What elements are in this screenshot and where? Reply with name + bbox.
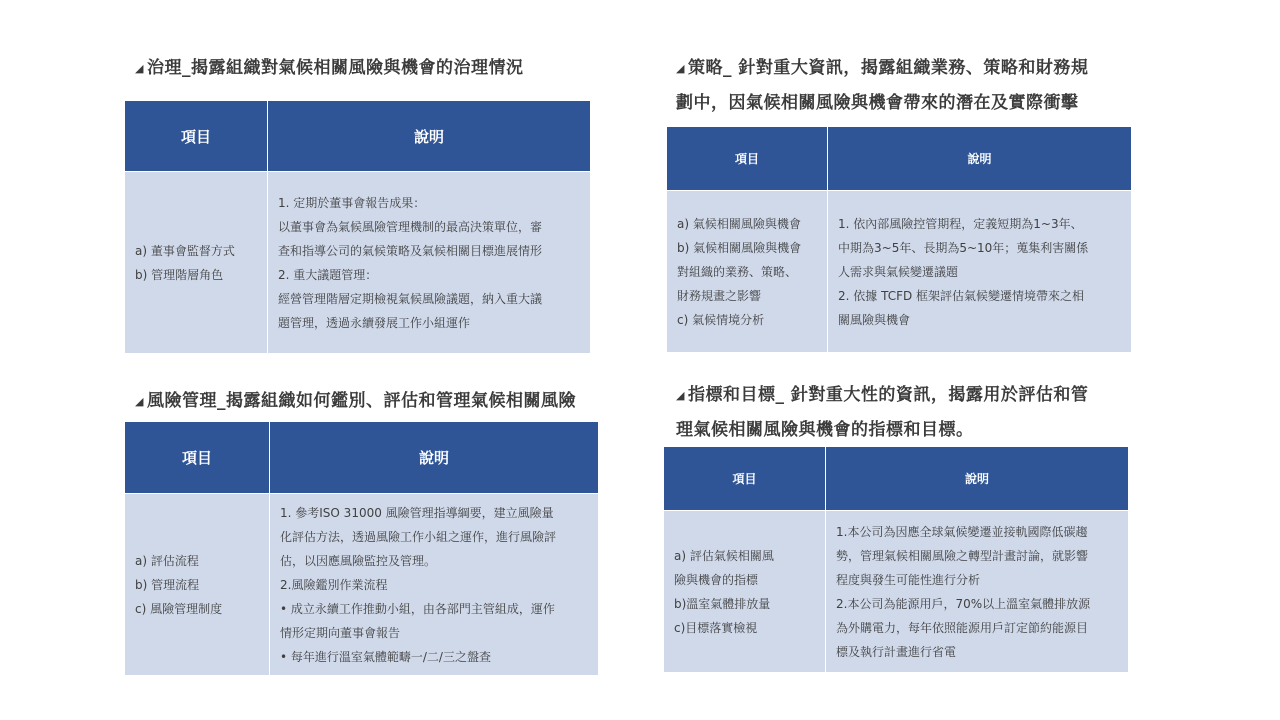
desc-line: 1. 參考ISO 31000 風險管理指導綱要，建立風險量	[280, 505, 554, 520]
desc-line: 化評估方法，透過風險工作小組之運作，進行風險評	[280, 529, 557, 544]
governance-heading	[135, 51, 595, 86]
strategy-heading	[676, 51, 1146, 120]
triangle-icon: ◢	[676, 62, 685, 75]
metrics-table	[663, 446, 1129, 673]
list-item: b) 氣候相關風險與機會	[677, 240, 802, 255]
list-item: 對組織的業務、策略、	[677, 264, 798, 279]
desc-line: 程度與發生可能性進行分析	[836, 572, 981, 587]
desc-line: 中期為3~5年、長期為5~10年；蒐集利害關係	[838, 240, 1089, 255]
metrics-col-item: 項目	[664, 447, 826, 511]
desc-line: 情形定期向董事會報告	[280, 625, 401, 640]
desc-line: • 成立永續工作推動小組，由各部門主管組成，運作	[280, 601, 555, 616]
list-item: b)溫室氣體排放量	[674, 596, 771, 611]
governance-table	[124, 100, 591, 354]
desc-line: 題管理，透過永續發展工作小組運作	[278, 315, 471, 330]
strategy-desc-cell	[828, 191, 1132, 353]
desc-line: 2. 重大議題管理：	[278, 267, 378, 282]
desc-line: 人需求與氣候變遷議題	[838, 264, 959, 279]
governance-desc-cell	[268, 172, 591, 354]
desc-line: 經營管理階層定期檢視氣候風險議題，納入重大議	[278, 291, 543, 306]
risk-col-item: 項目	[125, 422, 270, 494]
strategy-col-desc: 說明	[828, 127, 1132, 191]
triangle-icon: ◢	[676, 389, 685, 402]
desc-line: 2.本公司為能源用戶，70%以上溫室氣體排放源	[836, 596, 1091, 611]
risk-table	[124, 421, 599, 676]
desc-line: • 每年進行溫室氣體範疇一/二/三之盤查	[280, 649, 491, 664]
list-item: c)目標落實檢視	[674, 620, 758, 635]
metrics-heading	[676, 378, 1146, 447]
metrics-items-cell	[664, 511, 826, 673]
desc-line: 1. 定期於董事會報告成果：	[278, 195, 426, 210]
desc-line: 標及執行計畫進行省電	[836, 644, 957, 659]
strategy-title-line2: 劃中，因氣候相關風險與機會帶來的潛在及實際衝擊	[676, 93, 1079, 113]
strategy-table	[666, 126, 1132, 353]
list-item: a) 評估流程	[135, 553, 199, 568]
desc-line: 查和指導公司的氣候策略及氣候相關目標進展情形	[278, 243, 543, 258]
list-item: 財務規畫之影響	[677, 288, 762, 303]
strategy-col-item: 項目	[667, 127, 828, 191]
governance-title: 治理_揭露組織對氣候相關風險與機會的治理情況	[146, 58, 524, 78]
desc-line: 1.本公司為因應全球氣候變遷並接軌國際低碳趨	[836, 524, 1088, 539]
metrics-col-desc: 說明	[826, 447, 1129, 511]
list-item: b) 管理流程	[135, 577, 200, 592]
risk-desc-cell	[270, 494, 599, 676]
risk-items-cell	[125, 494, 270, 676]
desc-line: 估，以因應風險監控及管理。	[280, 553, 437, 568]
list-item: c) 氣候情境分析	[677, 312, 765, 327]
metrics-desc-cell	[826, 511, 1129, 673]
desc-line: 勢，管理氣候相關風險之轉型計畫討論，就影響	[836, 548, 1089, 563]
list-item: c) 風險管理制度	[135, 601, 223, 616]
triangle-icon: ◢	[135, 62, 144, 75]
metrics-title-line2: 理氣候相關風險與機會的指標和目標。	[676, 420, 974, 440]
strategy-items-cell	[667, 191, 828, 353]
desc-line: 2.風險鑑別作業流程	[280, 577, 388, 592]
desc-line: 2. 依據 TCFD 框架評估氣候變遷情境帶來之相	[838, 288, 1085, 303]
list-item: 險與機會的指標	[674, 572, 759, 587]
list-item: a) 氣候相關風險與機會	[677, 216, 801, 231]
governance-col-desc: 說明	[268, 101, 591, 172]
strategy-title-line1: 策略_ 針對重大資訊，揭露組織業務、策略和財務規	[687, 58, 1089, 78]
governance-col-item: 項目	[125, 101, 268, 172]
list-item: a) 評估氣候相關風	[674, 548, 774, 563]
desc-line: 1. 依內部風險控管期程，定義短期為1~3年、	[838, 216, 1083, 231]
triangle-icon: ◢	[135, 395, 144, 408]
desc-line: 以董事會為氣候風險管理機制的最高決策單位，審	[278, 219, 543, 234]
risk-col-desc: 說明	[270, 422, 599, 494]
list-item: a) 董事會監督方式	[135, 243, 235, 258]
risk-heading	[135, 384, 615, 419]
governance-items-cell	[125, 172, 268, 354]
metrics-title-line1: 指標和目標_ 針對重大性的資訊，揭露用於評估和管	[687, 385, 1089, 405]
desc-line: 關風險與機會	[838, 312, 911, 327]
desc-line: 為外購電力，每年依照能源用戶訂定節約能源目	[836, 620, 1089, 635]
list-item: b) 管理階層角色	[135, 267, 224, 282]
risk-title: 風險管理_揭露組織如何鑑別、評估和管理氣候相關風險	[146, 391, 576, 411]
